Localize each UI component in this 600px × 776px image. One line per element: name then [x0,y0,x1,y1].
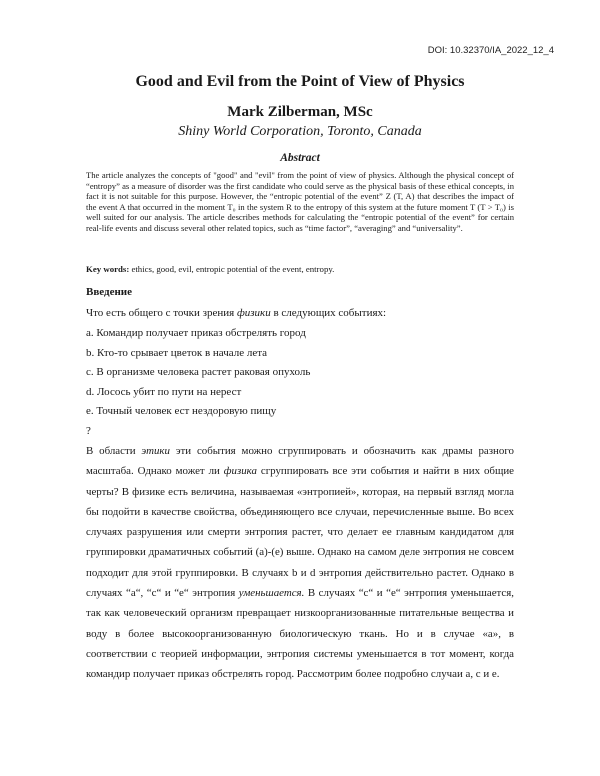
list-item: ? [86,425,91,437]
para-text: эти события можно сгруппировать и обозначить как драмы разного масштаба. Однако может ли [86,445,514,478]
intro-heading: Введение [86,286,133,298]
author-name: Mark Zilberman, MSc [227,104,373,120]
para-text: сгруппировать все эти события и найти в них общие черты? В физике есть величина, называемая «энтропией», которая, на первый взгляд могла бы подойти в качестве свойства, объединяющего все случаи, перечисленные выше. Во всех случаях разрушения или смерти энтропия растет, что делает ее главным кандидатом для группировки драматичных событий (a)-(e) выше. Однако на самом деле энтропия не совсем подходит для этой группировки. В случаях b и d энтропия действительно растет. Однако в случаях “a“, “c“ и “e“ энтропия [86,465,514,600]
list-item: d. Лосось убит по пути на нерест [86,386,242,398]
para-text: В области [86,445,142,457]
abstract-heading: Abstract [280,152,320,164]
list-item: a. Командир получает приказ обстрелять город [86,327,306,339]
question-italic: физики [236,307,271,319]
para-italic: этики [141,445,170,457]
list-item: e. Точный человек ест нездоровую пищу [86,405,277,417]
keywords [86,264,514,274]
para-text: В случаях “c“ и “e“ энтропия уменьшается, так как человеческий организм превращает низкоорганизованные питательные вещества и воду в более высокоорганизованную биологическую ткань. Но и в случае «a», в соответствии с теорией информации, энтропия системы уменьшается в тот момент, когда командир получает приказ обстрелять город. Рассмотрим более подробно случаи a, c и e. [86,587,514,681]
question-line [86,307,386,319]
abstract-text: The article analyzes the concepts of "good" and "evil" from the point of view of physics. Although the physical concept of “entropy” as a measure of disorder was the first candidate who could serve as the physical basis of these ethical concepts, in fact it is not suitable for this purpose. However, the “entropic potential of the event” Z (T, A) that describes the impact of the event A that occurred in the moment T₀ in the system R to the entropy of this system at the future moment T (T > T₀) is well suited for our analysis. The article describes methods for calculating the “entropic potential of the event” for certain real-life events and discuss several other related topics, such as “time factor”, “averaging” and “universality”. [86,170,514,233]
question-post: в следующих событиях: [270,307,387,319]
keywords-text: ethics, good, evil, entropic potential of the event, entropy. [131,264,335,274]
paper-title: Good and Evil from the Point of View of Physics [135,73,465,90]
doi-label: DOI: 10.32370/IA_2022_12_4 [427,45,554,56]
keywords-label: Key words: [86,264,130,274]
para-italic: физика [223,465,257,478]
author-affiliation: Shiny World Corporation, Toronto, Canada [178,124,422,139]
list-item: b. Кто-то срывает цветок в начале лета [86,347,268,359]
list-item: c. В организме человека растет раковая опухоль [86,366,311,378]
question-pre: Что есть общего с точки зрения [86,307,237,319]
body-paragraph [86,441,514,685]
para-italic: уменьшается. [238,587,305,600]
